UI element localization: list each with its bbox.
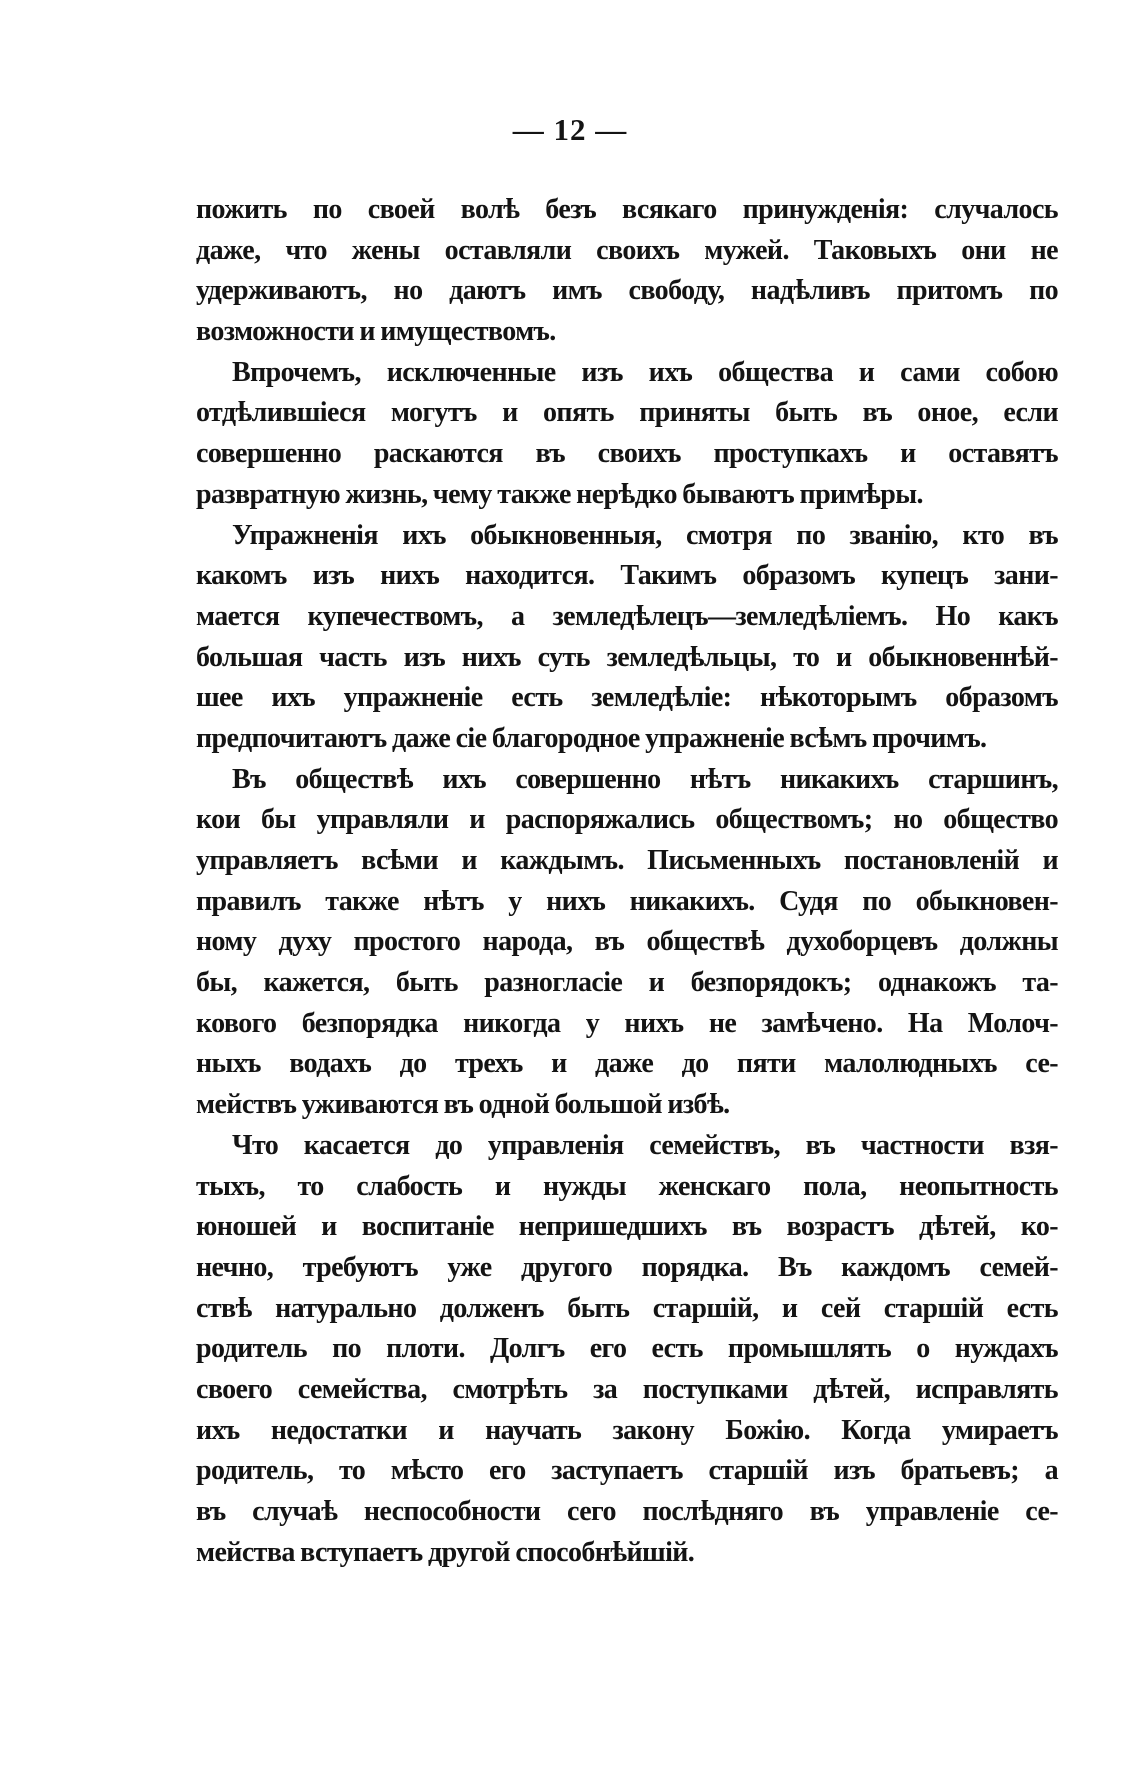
text-line: даже, что жены оставляли своихъ мужей. Таковыхъ они не [196, 234, 1058, 266]
text-line: своего семейства, смотрѣть за поступками дѣтей, исправлять [196, 1373, 1058, 1405]
text-line: совершенно раскаются въ своихъ проступкахъ и оставятъ [196, 438, 1058, 470]
text-line: Впрочемъ, исключенные изъ ихъ общества и сами собою [232, 356, 1058, 388]
text-line: ныхъ водахъ до трехъ и даже до пяти малолюдныхъ се- [196, 1048, 1058, 1080]
text-line: мается купечествомъ, а земледѣлецъ—земледѣліемъ. Но какъ [196, 600, 1058, 632]
text-block [196, 190, 1058, 1573]
text-line: ному духу простого народа, въ обществѣ духоборцевъ должны [196, 926, 1058, 958]
paragraph-5 [196, 1126, 1058, 1574]
text-line: шее ихъ упражненіе есть земледѣліе: нѣкоторымъ образомъ [196, 682, 1058, 714]
text-line: мействъ уживаются въ одной большой избѣ. [196, 1089, 730, 1121]
text-line: отдѣлившіеся могутъ и опять приняты быть въ оное, если [196, 397, 1058, 429]
text-line: нечно, требуютъ уже другого порядка. Въ каждомъ семей- [196, 1251, 1058, 1283]
text-line: въ случаѣ неспособности сего послѣдняго въ управленіе се- [196, 1496, 1058, 1527]
text-line: предпочитаютъ даже сіе благородное упражненіе всѣмъ прочимъ. [196, 722, 987, 754]
text-line: ихъ недостатки и научать закону Божію. Когда умираетъ [196, 1414, 1058, 1446]
paragraph-3 [196, 516, 1058, 760]
text-line: управляетъ всѣми и каждымъ. Письменныхъ постановленій и [196, 845, 1058, 876]
text-line: мейства вступаетъ другой способнѣйшій. [196, 1536, 695, 1568]
text-line: большая часть изъ нихъ суть земледѣльцы, то и обыкновеннѣй- [196, 641, 1058, 673]
text-line: Что касается до управленія семействъ, въ частности взя- [232, 1129, 1058, 1161]
text-line: ствѣ натурально долженъ быть старшій, и сей старшій есть [196, 1292, 1058, 1324]
paragraph-4 [196, 760, 1058, 1126]
paragraph-2 [196, 353, 1058, 516]
text-line: Упражненія ихъ обыкновенныя, смотря по званію, кто въ [232, 519, 1058, 551]
page-number: — 12 — [512, 112, 628, 147]
text-line: пожить по своей волѣ безъ всякаго принужденія: случалось [196, 194, 1058, 225]
text-line: юношей и воспитаніе непришедшихъ въ возрастъ дѣтей, ко- [196, 1211, 1058, 1243]
text-line: удерживаютъ, но даютъ имъ свободу, надѣливъ притомъ по [196, 275, 1058, 307]
text-line: кои бы управляли и распоряжались обществомъ; но общество [196, 804, 1058, 836]
text-line: какомъ изъ нихъ находится. Такимъ образомъ купецъ зани- [196, 560, 1058, 592]
text-line: Въ обществѣ ихъ совершенно нѣтъ никакихъ старшинъ, [232, 763, 1058, 795]
text-line: кового безпорядка никогда у нихъ не замѣчено. На Молоч- [196, 1007, 1058, 1039]
text-line: родитель, то мѣсто его заступаетъ старшій изъ братьевъ; а [196, 1455, 1058, 1487]
text-line: тыхъ, то слабость и нужды женскаго пола, неопытность [196, 1170, 1058, 1202]
text-line: родитель по плоти. Долгъ его есть промышлять о нуждахъ [196, 1333, 1058, 1365]
text-line: развратную жизнь, чему также нерѣдко бываютъ примѣры. [196, 478, 923, 510]
text-line: правилъ также нѣтъ у нихъ никакихъ. Судя по обыкновен- [196, 885, 1058, 917]
text-line: бы, кажется, быть разногласіе и безпорядокъ; однакожъ та- [196, 967, 1058, 999]
text-line: возможности и имуществомъ. [196, 316, 556, 348]
paragraph-1 [196, 190, 1058, 353]
